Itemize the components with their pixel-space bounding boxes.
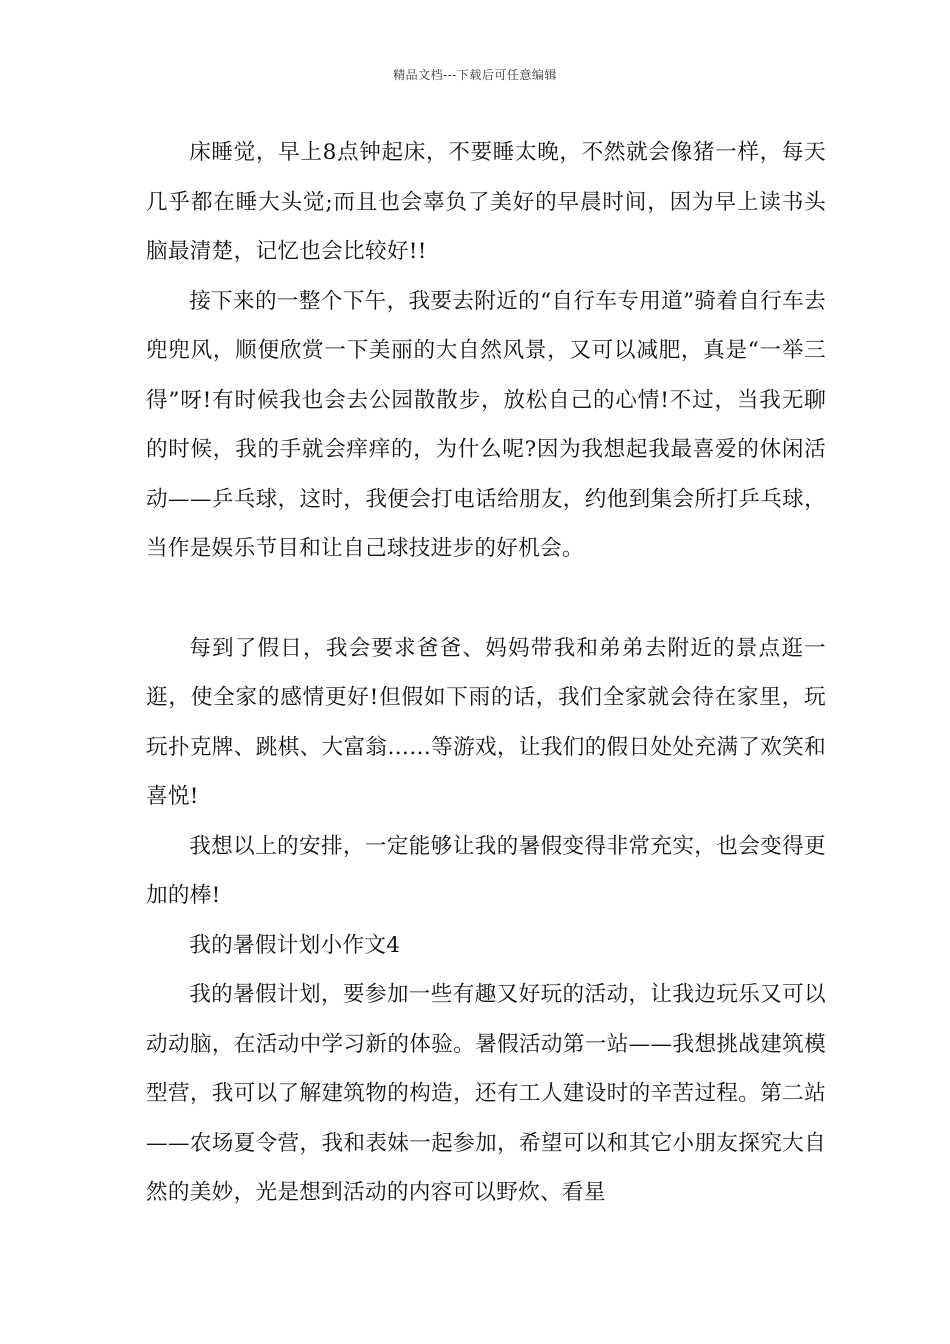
- paragraph-3: 每到了假日，我会要求爸爸、妈妈带我和弟弟去附近的景点逛一逛，使全家的感情更好!但假如下雨的话，我们全家就会待在家里，玩玩扑克牌、跳棋、大富翁……等游戏，让我们的假日处处充满了欢笑和喜悦!: [146, 635, 826, 809]
- document-body: [146, 128, 826, 1218]
- paragraph-2: 接下来的一整个下午，我要去附近的“自行车专用道”骑着自行车去兜兜风，顺便欣赏一下美丽的大自然风景，又可以减肥，真是“一举三得”呀!有时候我也会去公园散散步，放松自己的心情!不过，当我无聊的时候，我的手就会痒痒的，为什么呢?因为我想起我最喜爱的休闲活动——乒乓球，这时，我便会打电话给朋友，约他到集会所打乒乓球，当作是娱乐节目和让自己球技进步的好机会。: [146, 288, 826, 561]
- paragraph-5: 我的暑假计划，要参加一些有趣又好玩的活动，让我边玩乐又可以动动脑，在活动中学习新的体验。暑假活动第一站——我想挑战建筑模型营，我可以了解建筑物的构造，还有工人建设时的辛苦过程。第二站——农场夏令营，我和表妹一起参加，希望可以和其它小朋友探究大自然的美妙，光是想到活动的内容可以野炊、看星: [146, 982, 826, 1205]
- paragraph-4: 我想以上的安排，一定能够让我的暑假变得非常充实，也会变得更加的棒!: [146, 833, 826, 908]
- section-heading: 我的暑假计划小作文4: [189, 932, 401, 958]
- page-header: 精品文档---下载后可任意编辑: [393, 68, 557, 82]
- paragraph-1: 床睡觉，早上8点钟起床，不要睡太晚，不然就会像猪一样，每天几乎都在睡大头觉;而且也会辜负了美好的早晨时间，因为早上读书头脑最清楚，记忆也会比较好!!: [146, 140, 826, 264]
